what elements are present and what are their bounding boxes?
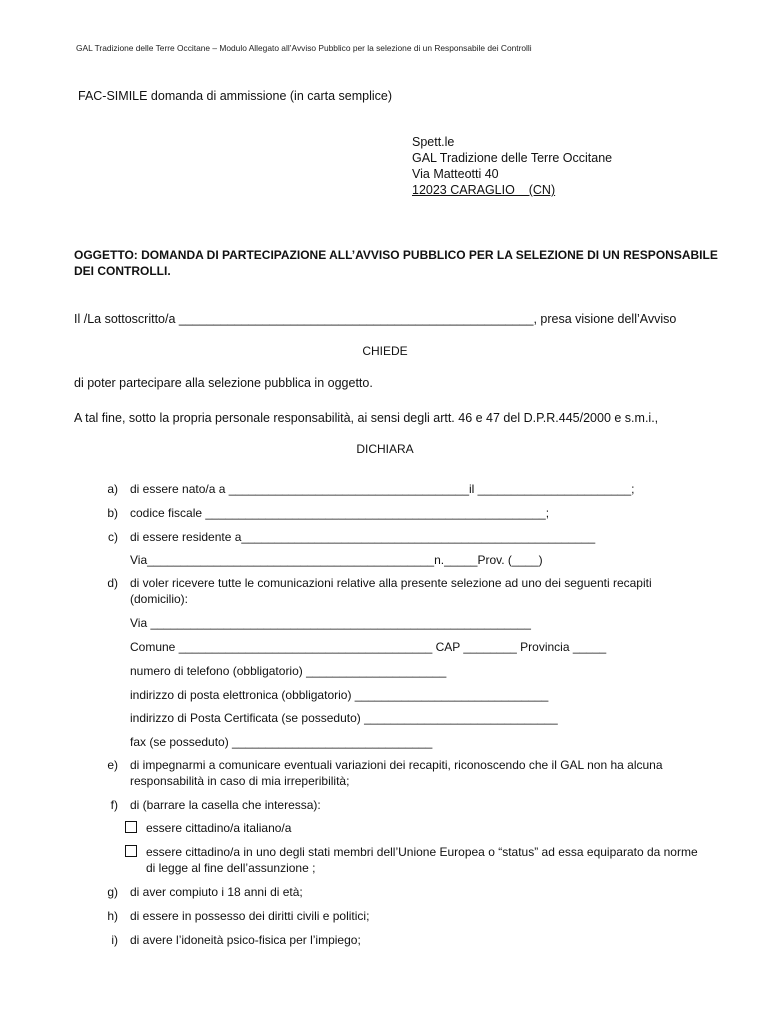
item-c-text: di essere residente a_____________________________________________________ bbox=[130, 530, 596, 544]
item-i-label: i) bbox=[111, 933, 118, 947]
item-c-address: Via___________________________________________n._____Prov. (____) bbox=[130, 553, 543, 567]
item-d-fax: fax (se posseduto) ______________________________ bbox=[130, 735, 433, 749]
item-g-text: di aver compiuto i 18 anni di età; bbox=[130, 885, 303, 899]
running-header: GAL Tradizione delle Terre Occitane – Modulo Allegato all’Avviso Pubblico per la selezione di un Responsabile dei Controlli bbox=[76, 43, 532, 53]
item-d-comune: Comune ______________________________________ CAP ________ Provincia _____ bbox=[130, 640, 607, 654]
item-c-label: c) bbox=[108, 530, 118, 544]
recipient-line-2: GAL Tradizione delle Terre Occitane bbox=[412, 151, 613, 165]
form-title: FAC-SIMILE domanda di ammissione (in carta semplice) bbox=[78, 89, 393, 103]
item-a-label: a) bbox=[107, 482, 118, 496]
option-italian-citizen: essere cittadino/a italiano/a bbox=[146, 821, 292, 835]
item-f-label: f) bbox=[110, 798, 118, 812]
request-text: di poter partecipare alla selezione pubblica in oggetto. bbox=[74, 376, 373, 390]
recipient-line-4: 12023 CARAGLIO (CN) bbox=[412, 183, 556, 197]
item-b-text: codice fiscale ___________________________________________________; bbox=[130, 506, 550, 520]
item-b-label: b) bbox=[107, 506, 118, 520]
item-i-text: di avere l’idoneità psico-fisica per l’impiego; bbox=[130, 933, 361, 947]
item-d-label: d) bbox=[107, 576, 118, 590]
recipient-line-3: Via Matteotti 40 bbox=[412, 167, 499, 181]
responsibility-text: A tal fine, sotto la propria personale responsabilità, ai sensi degli artt. 46 e 47 del D.P.R.445/2000 e s.m.i., bbox=[74, 411, 659, 425]
item-d-pec: indirizzo di Posta Certificata (se posseduto) _____________________________ bbox=[130, 711, 558, 725]
subject-line-1: OGGETTO: DOMANDA DI PARTECIPAZIONE ALL’AVVISO PUBBLICO PER LA SELEZIONE DI UN RESPONSABILE bbox=[74, 248, 718, 262]
item-d-text: di voler ricevere tutte le comunicazioni relative alla presente selezione ad uno dei seguenti recapiti (domicilio): bbox=[130, 576, 652, 606]
subject-line-2: DEI CONTROLLI. bbox=[74, 264, 171, 278]
dichiara-heading: DICHIARA bbox=[356, 442, 414, 456]
item-g-label: g) bbox=[107, 885, 118, 899]
item-d-via: Via _________________________________________________________ bbox=[130, 616, 531, 630]
item-e-text: di impegnarmi a comunicare eventuali variazioni dei recapiti, riconoscendo che il GAL non ha alcuna responsabilità in caso di mia irreperibilità; bbox=[130, 758, 663, 788]
checkbox-italian-citizen[interactable] bbox=[125, 821, 137, 833]
item-d-phone: numero di telefono (obbligatorio) _____________________ bbox=[130, 664, 447, 678]
item-h-label: h) bbox=[107, 909, 118, 923]
item-d-email: indirizzo di posta elettronica (obbligatorio) _____________________________ bbox=[130, 688, 549, 702]
checkbox-eu-citizen[interactable] bbox=[125, 845, 137, 857]
option-eu-citizen: essere cittadino/a in uno degli stati membri dell’Unione Europea o “status” ad essa equiparato da norme di legge al fine dell’assunzione ; bbox=[146, 845, 698, 875]
intro-line: Il /La sottoscritto/a ___________________________________________________, presa visione dell’Avviso bbox=[74, 312, 677, 326]
item-h-text: di essere in possesso dei diritti civili e politici; bbox=[130, 909, 370, 923]
item-f-text: di (barrare la casella che interessa): bbox=[130, 798, 321, 812]
chiede-heading: CHIEDE bbox=[362, 344, 408, 358]
item-a-text: di essere nato/a a ____________________________________il _______________________; bbox=[130, 482, 635, 496]
item-e-label: e) bbox=[107, 758, 118, 772]
recipient-line-1: Spett.le bbox=[412, 135, 455, 149]
